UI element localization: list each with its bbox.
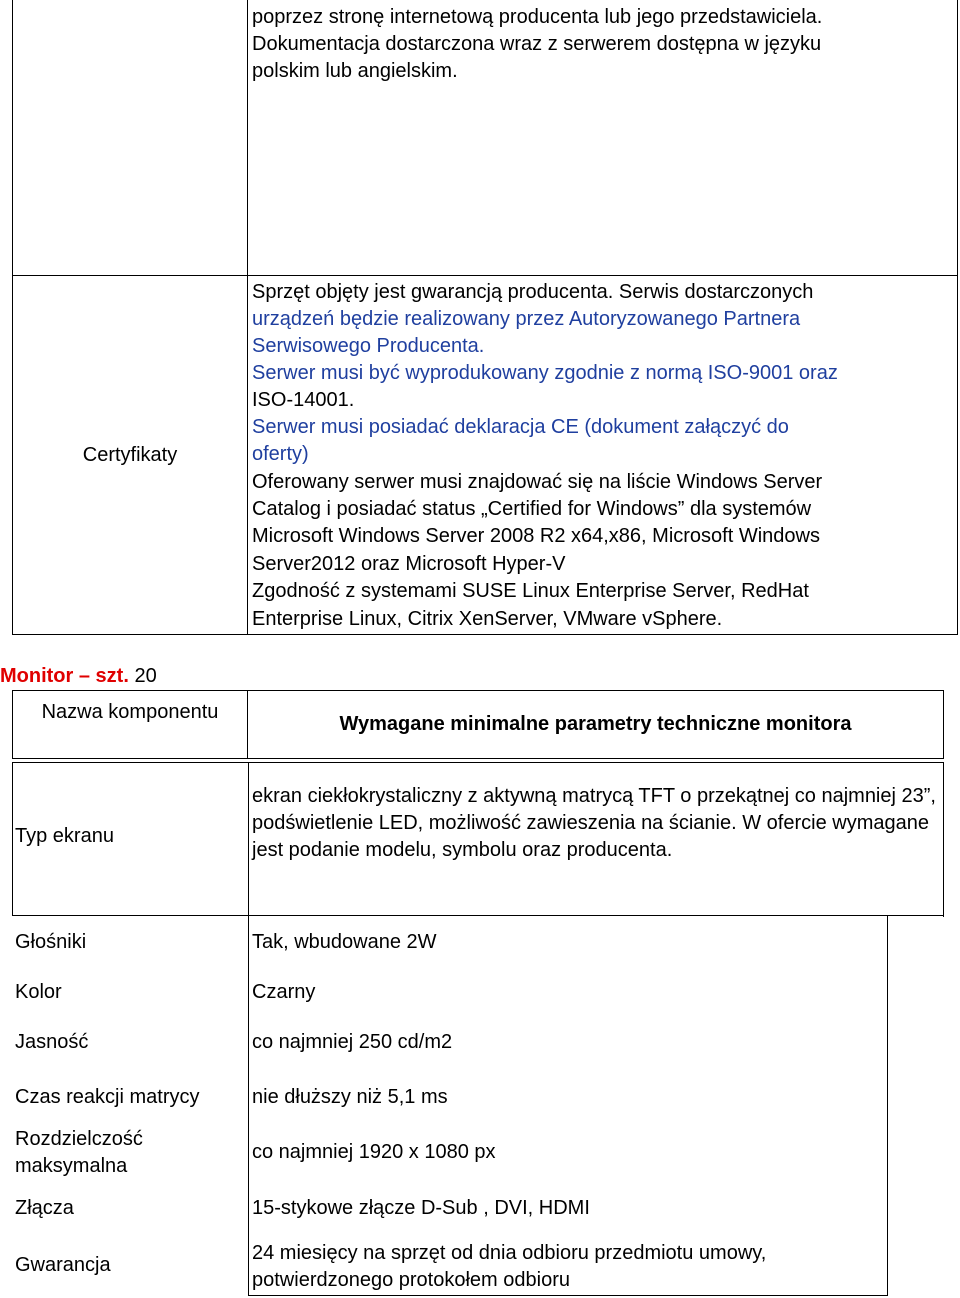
top-table-left-border [12, 0, 13, 635]
top-table-row-border [12, 275, 958, 276]
monitor-heading-qty: 20 [134, 665, 157, 687]
monitor-heading-label: Monitor – szt. [0, 665, 129, 687]
value-box-border [943, 762, 944, 917]
continued-line: polskim lub angielskim. [252, 60, 458, 82]
cert-line: ISO-14001. [252, 389, 355, 411]
row-value-glosniki: Tak, wbudowane 2W [252, 931, 437, 953]
cert-line: Oferowany serwer musi znajdować się na liście Windows Server [252, 471, 823, 493]
monitor-table-header-bottom [12, 758, 944, 759]
value-box-border [248, 762, 943, 763]
top-table-bottom-border [12, 634, 958, 635]
header-params: Wymagane minimalne parametry techniczne monitora [339, 713, 852, 735]
name-box-border [12, 762, 13, 916]
cert-line: Serwer musi być wyprodukowany zgodnie z normą ISO-9001 oraz [252, 362, 838, 384]
row-name-rozdzielczosc: Rozdzielczość maksymalna [15, 1128, 143, 1177]
cert-line: oferty) [252, 443, 309, 465]
cert-line: Sprzęt objęty jest gwarancją producenta. Serwis dostarczonych [252, 281, 814, 303]
cert-line: Server2012 oraz Microsoft Hyper-V [252, 553, 566, 575]
row-value-gwarancja: 24 miesięcy na sprzęt od dnia odbioru przedmiotu umowy, potwierdzonego protokołem odbioru [252, 1242, 767, 1291]
top-table-right-border [957, 0, 958, 635]
continued-line: Dokumentacja dostarczona wraz z serwerem dostępna w języku [252, 33, 822, 55]
continued-line: poprzez stronę internetową producenta lub jego przedstawiciela. [252, 6, 823, 28]
row-name-typ-ekranu: Typ ekranu [15, 825, 114, 847]
row-value-czas-reakcji: nie dłuższy niż 5,1 ms [252, 1086, 448, 1108]
row-name-jasnosc: Jasność [15, 1031, 89, 1053]
value-box-border [248, 762, 249, 1296]
value-box-border [248, 1295, 888, 1296]
cert-label: Certyfikaty [82, 444, 178, 466]
value-box-border [887, 916, 888, 1296]
monitor-heading [0, 663, 157, 690]
cert-line: Serwisowego Producenta. [252, 335, 485, 357]
monitor-table-top-border [12, 690, 944, 691]
cert-line: Microsoft Windows Server 2008 R2 x64,x86, Microsoft Windows [252, 525, 820, 547]
row-name-kolor: Kolor [15, 981, 62, 1003]
row-value-rozdzielczosc: co najmniej 1920 x 1080 px [252, 1141, 496, 1163]
row-name-czas-reakcji: Czas reakcji matrycy [15, 1086, 200, 1108]
row-value-jasnosc: co najmniej 250 cd/m2 [252, 1031, 453, 1053]
row-name-glosniki: Głośniki [15, 931, 87, 953]
row-value-typ-ekranu: ekran ciekłokrystaliczny z aktywną matrycą TFT o przekątnej co najmniej 23”, podświetlenie LED, możliwość zawieszenia na ścianie. W ofercie wymagane jest podanie modelu, symbolu oraz producenta. [252, 785, 936, 861]
value-box-border [248, 915, 944, 916]
name-box-border [12, 915, 248, 916]
monitor-table-right-border [943, 690, 944, 759]
row-value-kolor: Czarny [252, 981, 316, 1003]
cert-line: Catalog i posiadać status „Certified for Windows” dla systemów [252, 498, 812, 520]
cert-line: urządzeń będzie realizowany przez Autoryzowanego Partnera [252, 308, 801, 330]
row-name-gwarancja: Gwarancja [15, 1254, 111, 1276]
value-box-border [248, 968, 249, 969]
cert-line: Serwer musi posiadać deklaracja CE (dokument załączyć do [252, 416, 789, 438]
row-value-zlacza: 15-stykowe złącze D-Sub , DVI, HDMI [252, 1197, 590, 1219]
cert-line: Enterprise Linux, Citrix XenServer, VMware vSphere. [252, 608, 723, 630]
top-table-divider [247, 0, 248, 635]
header-component: Nazwa komponentu [41, 701, 219, 723]
cert-line: Zgodność z systemami SUSE Linux Enterprise Server, RedHat [252, 580, 809, 602]
row-name-zlacza: Złącza [15, 1197, 74, 1219]
name-box-border [12, 762, 248, 763]
